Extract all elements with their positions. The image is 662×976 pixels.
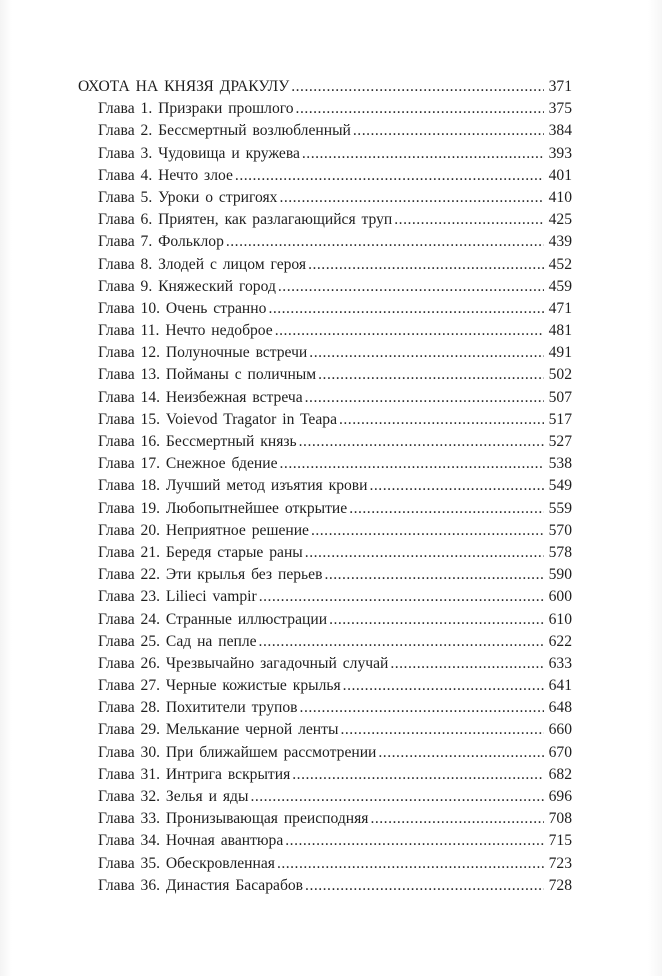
toc-leader-dots xyxy=(305,542,544,564)
toc-leader-dots xyxy=(349,498,544,520)
toc-part-page: 371 xyxy=(548,78,572,95)
toc-chapter-entry xyxy=(78,564,572,586)
toc-chapter-entry xyxy=(78,675,572,697)
toc-chapter-page: 384 xyxy=(548,122,572,140)
toc-leader-dots xyxy=(235,165,544,187)
toc-chapter-title: Глава 10. Очень странно xyxy=(98,299,267,317)
toc-chapter-title: Глава 23. Lilieci vampir xyxy=(98,588,257,606)
toc-leader-dots xyxy=(291,76,544,98)
toc-chapter-page: 538 xyxy=(548,455,572,473)
toc-leader-dots xyxy=(339,409,544,431)
toc-leader-dots xyxy=(302,143,544,165)
toc-chapter-entry xyxy=(78,187,572,209)
toc-leader-dots xyxy=(285,830,544,852)
toc-chapter-entry xyxy=(78,586,572,608)
toc-chapter-entry xyxy=(78,609,572,631)
toc-chapter-page: 622 xyxy=(548,632,572,650)
toc-chapter-entry xyxy=(78,653,572,675)
toc-chapter-page: 682 xyxy=(548,765,572,783)
toc-leader-dots xyxy=(353,120,544,142)
toc-leader-dots xyxy=(370,808,544,830)
toc-chapter-title: Глава 8. Злодей с лицом героя xyxy=(98,255,307,273)
toc-leader-dots xyxy=(296,98,544,120)
toc-chapter-entry xyxy=(78,387,572,409)
toc-chapter-page: 410 xyxy=(548,188,572,206)
toc-chapter-entry xyxy=(78,742,572,764)
toc-chapter-page: 401 xyxy=(548,166,572,184)
toc-leader-dots xyxy=(390,653,544,675)
toc-chapter-entry xyxy=(78,120,572,142)
toc-chapter-page: 425 xyxy=(548,211,572,229)
toc-chapter-entry xyxy=(78,453,572,475)
toc-chapter-page: 570 xyxy=(548,521,572,539)
toc-chapter-page: 507 xyxy=(548,388,572,406)
toc-chapter-title: Глава 7. Фольклор xyxy=(98,233,224,251)
toc-chapter-page: 481 xyxy=(548,322,572,340)
toc-chapter-title: Глава 13. Пойманы с поличным xyxy=(98,366,317,384)
toc-leader-dots xyxy=(370,475,545,497)
toc-chapter-entry xyxy=(78,475,572,497)
toc-leader-dots xyxy=(308,254,544,276)
toc-leader-dots xyxy=(311,520,544,542)
toc-chapter-entry xyxy=(78,342,572,364)
toc-chapter-page: 502 xyxy=(548,366,572,384)
toc-part-title: ОХОТА НА КНЯЗЯ ДРАКУЛУ xyxy=(78,78,290,95)
toc-chapter-entry xyxy=(78,298,572,320)
toc-chapter-title: Глава 30. При ближайшем рассмотрении xyxy=(98,743,377,761)
toc-chapter-entry xyxy=(78,98,572,120)
toc-leader-dots xyxy=(305,387,544,409)
toc-chapter-title: Глава 9. Княжеский город xyxy=(98,277,276,295)
toc-part-entry xyxy=(78,76,572,98)
table-of-contents xyxy=(78,76,572,897)
toc-chapter-title: Глава 28. Похитители трупов xyxy=(98,699,298,717)
toc-chapter-title: Глава 4. Нечто злое xyxy=(98,166,233,184)
toc-chapter-entry xyxy=(78,631,572,653)
toc-chapter-page: 723 xyxy=(548,854,572,872)
toc-chapter-entry xyxy=(78,431,572,453)
toc-chapter-title: Глава 3. Чудовища и кружева xyxy=(98,144,300,162)
toc-chapter-list xyxy=(78,98,572,897)
toc-chapter-page: 549 xyxy=(548,477,572,495)
toc-chapter-page: 728 xyxy=(548,876,572,894)
toc-chapter-title: Глава 33. Пронизывающая преисподняя xyxy=(98,810,369,828)
toc-leader-dots xyxy=(259,586,544,608)
toc-leader-dots xyxy=(300,697,544,719)
toc-leader-dots xyxy=(329,609,544,631)
toc-chapter-page: 670 xyxy=(548,743,572,761)
toc-chapter-title: Глава 18. Лучший метод изъятия крови xyxy=(98,477,368,495)
toc-chapter-title: Глава 25. Сад на пепле xyxy=(98,632,257,650)
toc-chapter-page: 559 xyxy=(548,499,572,517)
toc-leader-dots xyxy=(259,631,544,653)
toc-chapter-title: Глава 22. Эти крылья без перьев xyxy=(98,566,323,584)
toc-chapter-title: Глава 17. Снежное бдение xyxy=(98,455,278,473)
toc-chapter-entry xyxy=(78,542,572,564)
toc-chapter-title: Глава 6. Приятен, как разлагающийся труп xyxy=(98,211,393,229)
toc-chapter-title: Глава 5. Уроки о стригоях xyxy=(98,188,278,206)
toc-chapter-title: Глава 34. Ночная авантюра xyxy=(98,832,284,850)
toc-chapter-page: 491 xyxy=(548,344,572,362)
toc-chapter-entry xyxy=(78,231,572,253)
toc-chapter-title: Глава 29. Мелькание черной ленты xyxy=(98,721,339,739)
toc-chapter-title: Глава 14. Неизбежная встреча xyxy=(98,388,303,406)
toc-leader-dots xyxy=(277,853,544,875)
toc-leader-dots xyxy=(340,719,544,741)
toc-chapter-entry xyxy=(78,764,572,786)
toc-chapter-entry xyxy=(78,853,572,875)
toc-chapter-title: Глава 26. Чрезвычайно загадочный случай xyxy=(98,654,389,672)
toc-chapter-entry xyxy=(78,254,572,276)
toc-chapter-page: 633 xyxy=(548,654,572,672)
toc-leader-dots xyxy=(268,298,544,320)
toc-chapter-entry xyxy=(78,209,572,231)
toc-chapter-entry xyxy=(78,719,572,741)
toc-chapter-title: Глава 15. Voievod Tragator in Teapa xyxy=(98,410,337,428)
toc-leader-dots xyxy=(299,431,544,453)
toc-chapter-title: Глава 35. Обескровленная xyxy=(98,854,275,872)
toc-leader-dots xyxy=(318,364,544,386)
toc-chapter-page: 708 xyxy=(548,810,572,828)
toc-chapter-entry xyxy=(78,520,572,542)
toc-chapter-page: 641 xyxy=(548,677,572,695)
toc-chapter-page: 517 xyxy=(548,410,572,428)
toc-chapter-entry xyxy=(78,409,572,431)
toc-chapter-entry xyxy=(78,364,572,386)
toc-chapter-page: 375 xyxy=(548,100,572,118)
toc-chapter-entry xyxy=(78,276,572,298)
toc-chapter-page: 471 xyxy=(548,299,572,317)
toc-chapter-title: Глава 11. Нечто недоброе xyxy=(98,322,273,340)
toc-chapter-entry xyxy=(78,875,572,897)
toc-chapter-page: 439 xyxy=(548,233,572,251)
toc-chapter-title: Глава 1. Призраки прошлого xyxy=(98,100,294,118)
toc-chapter-page: 610 xyxy=(548,610,572,628)
toc-chapter-entry xyxy=(78,320,572,342)
toc-chapter-title: Глава 24. Странные иллюстрации xyxy=(98,610,328,628)
toc-leader-dots xyxy=(250,786,544,808)
toc-chapter-page: 527 xyxy=(548,433,572,450)
toc-leader-dots xyxy=(343,675,544,697)
toc-leader-dots xyxy=(226,231,544,253)
toc-chapter-entry xyxy=(78,786,572,808)
toc-chapter-page: 696 xyxy=(548,788,572,805)
toc-chapter-title: Глава 21. Бередя старые раны xyxy=(98,543,303,561)
toc-leader-dots xyxy=(394,209,544,231)
toc-chapter-page: 452 xyxy=(548,255,572,273)
toc-chapter-title: Глава 20. Неприятное решение xyxy=(98,521,309,539)
toc-chapter-page: 590 xyxy=(548,566,572,584)
toc-chapter-title: Глава 36. Династия Басарабов xyxy=(98,876,304,894)
toc-chapter-page: 578 xyxy=(548,543,572,561)
toc-chapter-entry xyxy=(78,697,572,719)
toc-leader-dots xyxy=(280,453,544,475)
toc-chapter-page: 660 xyxy=(548,721,572,739)
toc-leader-dots xyxy=(279,187,544,209)
toc-chapter-title: Глава 16. Бессмертный князь xyxy=(98,433,297,450)
toc-leader-dots xyxy=(309,342,544,364)
toc-chapter-page: 715 xyxy=(548,832,572,850)
toc-chapter-entry xyxy=(78,498,572,520)
toc-chapter-page: 393 xyxy=(548,144,572,162)
toc-leader-dots xyxy=(292,764,544,786)
toc-leader-dots xyxy=(305,875,544,897)
toc-chapter-title: Глава 27. Черные кожистые крылья xyxy=(98,677,341,695)
toc-chapter-entry xyxy=(78,830,572,852)
toc-leader-dots xyxy=(324,564,544,586)
toc-chapter-title: Глава 31. Интрига вскрытия xyxy=(98,765,291,783)
toc-chapter-entry xyxy=(78,808,572,830)
toc-chapter-title: Глава 12. Полуночные встречи xyxy=(98,344,308,362)
toc-chapter-page: 459 xyxy=(548,277,572,295)
toc-leader-dots xyxy=(275,320,544,342)
toc-chapter-page: 600 xyxy=(548,588,572,606)
toc-chapter-title: Глава 2. Бессмертный возлюбленный xyxy=(98,122,351,140)
toc-chapter-title: Глава 32. Зелья и яды xyxy=(98,788,249,805)
toc-leader-dots xyxy=(378,742,544,764)
toc-chapter-entry xyxy=(78,143,572,165)
toc-chapter-page: 648 xyxy=(548,699,572,717)
toc-leader-dots xyxy=(278,276,544,298)
toc-chapter-title: Глава 19. Любопытнейшее открытие xyxy=(98,499,348,517)
toc-chapter-entry xyxy=(78,165,572,187)
